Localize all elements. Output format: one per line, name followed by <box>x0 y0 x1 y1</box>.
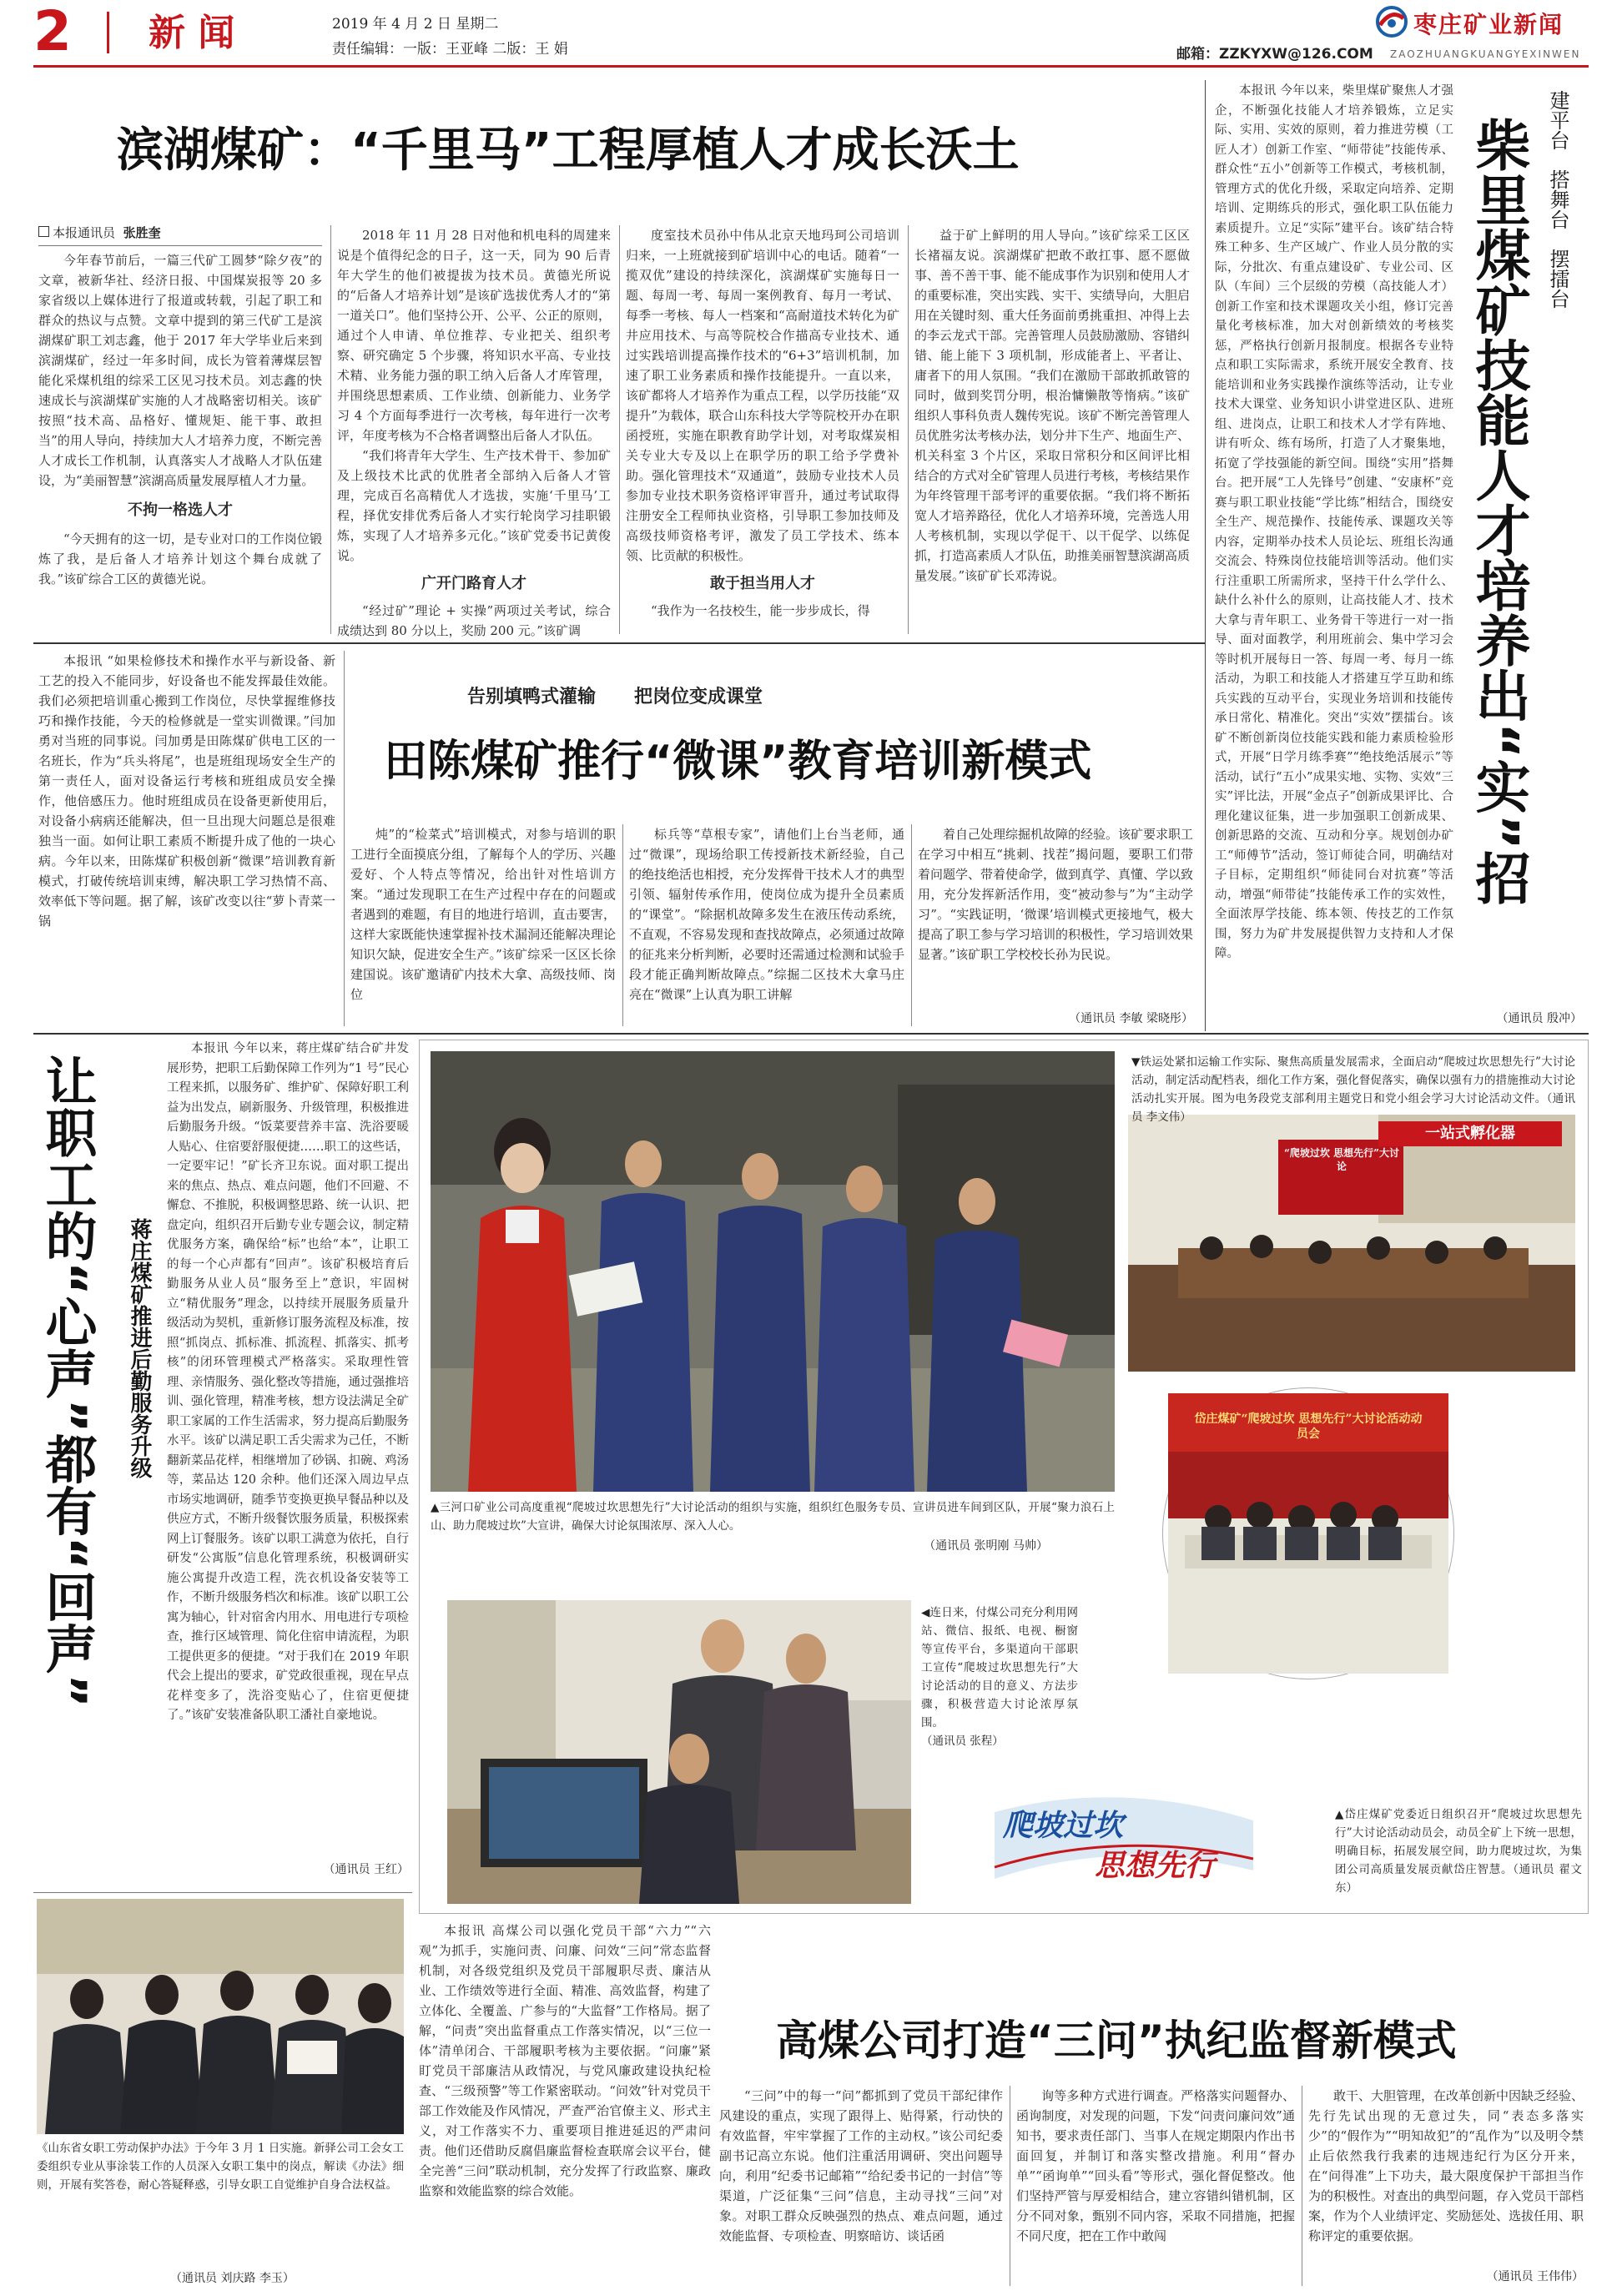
photo-office-illustration <box>447 1600 911 1904</box>
article3-col3-text: 标兵等“草根专家”，请他们上台当老师，通过“微课”，现场给职工传授新技术新经验，自己的绝技绝活也相授，充分发挥骨干技术人才的典型引领、辐射传承作用，使岗位成为提升全员素质的“课堂”。“除据机故障多发生在液压传动系统，不直观，不容易发现和查找故障点，必须通过故障的征兆来分析判断，必要时还需通过检测和试验手段才能正确判断故障点。”综掘二区技术大拿马庄亮在“微课”上认真为职工讲解 <box>629 827 905 1002</box>
article3-col1-text: 本报讯 “如果检修技术和操作水平与新设备、新工艺的投入不能同步，好设备也不能发挥最佳效能。我们必须把培训重心搬到工作岗位，尽快掌握维修技巧和操作技能，今天的检修就是一堂实训微课。”闫加勇对当班的同事说。闫加勇是田陈煤矿供电工区的一名班长，作为“兵头将尾”，也是班组现场安全生产的第一责任人，面对设备运行考核和班组成员安全操作，他倍感压力。他时班组成员在设备更新使用后，对设备小病病还能解决，但一旦出现大问题总是很难独当一面。如何让职工素质不断提升成了他的一块心病。今年以来，田陈煤矿积极创新“微课”培训教育新模式，打破传统培训束缚，解决职工学习热情不高、效率低下等问题。据了解，该矿改变以往“萝卜青菜一锅 <box>38 653 335 929</box>
caption-daizhuang <box>1335 1805 1582 1897</box>
caption-fumei-text: ◀连日来，付煤公司充分利用网站、微信、报纸、电视、橱窗等宣传平台，多渠道向干部职工宣传“爬坡过坎思想先行”大讨论活动的目的意义、方法步骤，积极营造大讨论浓厚氛围。 <box>921 1606 1078 1730</box>
article3-column-4 <box>918 824 1193 1008</box>
photo-meeting-sign: 一站式孵化器 <box>1378 1121 1562 1146</box>
women-photo-top-rule <box>33 1892 412 1893</box>
article1-byline-rule <box>38 245 322 246</box>
article2-text: 本报讯 今年以来，柴里煤矿聚焦人才强企，不断强化技能人才培养锻炼，立足实际、实用、实效的原则，着力推进劳模（工匠人才）创新工作室、“师带徒”技能传承、群众性“五小”创新等工作模式，考核机制，管理方式的优化升级，采取定向培养、定期培训、定期练兵的形式，强化职工队伍能力素质提升。立足“实际”建平台。该矿结合特殊工种多、生产区域广、作业人员分散的实际，分批次、有重点建设矿、专业公司、区队（车间）三个层级的劳模（高技能人才）创新工作室和技术课题攻关小组，修订完善量化考核标准，加大对创新绩效的考核奖惩，严格执行创新月报制度。根据各专业特点和职工实际需求，系统开展安全教育、技能培训和业务实践操作演练等活动，让专业技术大课堂、业务知识小讲堂进区队、进班组、进岗点，让职工和技术人才学有阵地、讲有听众、练有场所，打造了人才聚集地，拓宽了学技强能的新空间。围绕“实用”搭舞台。把开展“工人先锋号”创建、“安康杯”竞赛与职工职业技能“学比练”相结合，围绕安全生产、规范操作、技能传承、课题攻关等内容，定期举办技术人员论坛、班组长沟通交流会、特殊岗位技能培训等活动。他们实行注重职工所需所求，坚持干什么学什么、缺什么补什么的原则，让高技能人才、技术大拿与青年职工、业务骨干等进行一对一指导、面对面教学，利用班前会、集中学习会等时机开展每日一答、每周一考、每月一练活动，为职工和技能人才搭建互学互助和练兵实践的互动平台，实现业务培训和技能传承日常化、精准化。突出“实效”摆擂台。该矿不断创新岗位技能实践和能力素质检验形式，开展“日学月练季赛”“绝技绝活展示”等活动，试行“五小”成果实地、实物、实效“三实”评比法，开展“金点子”创新成果评比、合理化建议征集，进一步加强职工创新成果、创新思路的交流、互动和分享。规划创办矿工“师傅节”活动，签订师徒合同，明确结对子目标，定期组织“师徒同台对抗赛”等活动，增强“师带徒”技能传承工作的实效性，全面浓厚学技能、练本领、传技艺的工作氛围，努力为矿井发展提供智力支持和人才保障。 <box>1215 84 1453 960</box>
slogan-line-2: 思想先行 <box>1095 1848 1216 1883</box>
section-divider <box>107 12 109 53</box>
caption-sanhekou-text: ▲三河口矿业公司高度重视“爬坡过坎思想先行”大讨论活动的组织与实施，组织红色服务专员、宣讲员进车间到区队，开展“聚力浪石上山、助力爬坡过坎”大宣讲，确保大讨论氛围浓厚、深入人心。 <box>431 1501 1115 1533</box>
article2-vertical-subtitles <box>1544 90 1572 309</box>
article2-author: （通讯员 殷冲） <box>1496 1012 1582 1025</box>
article5-author: （通讯员 王伟伟） <box>1486 2270 1584 2283</box>
article4-text-body: 本报讯 今年以来，蒋庄煤矿结合矿井发展形势，把职工后勤保障工作列为“1 号”民心工程来抓，以服务矿、维护矿、保障好职工利益为出发点，刷新服务、升级管理，积极推进后勤服务升级。“饭菜要营养丰富、洗浴要暖人贴心、住宿要舒服便捷……职工的这些话，一定要牢记！”矿长齐卫东说。面对职工提出来的焦点、热点、难点问题，他们不回避、不懈怠、不推脱，积极调整思路、统一认识、把盘定向，组织召开后勤专业专题会议，制定精优服务方案，确保给“标”也给“本”，让职工的每一个心声都有“回声”。该矿积极培育后勤服务从业人员“服务至上”意识，牢固树立“精优服务”理念，以持续开展服务质量升级活动为契机，重新修订服务流程及标准，按照“抓岗点、抓标准、抓流程、抓落实、抓考核”的闭环管理模式严格落实。采取理性管理、亲情服务、强化整改等措施，通过强推培训、强化管理，精准考核，想方设法满足全矿职工家属的工作生活需求，努力提高后勤服务水平。该矿以满足职工舌尖需求为己任，不断翻新菜品花样，相继增加了砂锅、扣碗、鸡汤等，菜品达 120 余种。他们还深入周边早点市场实地调研，随季节变换更换早餐品种以及供应方式，不断升级餐饮服务质量，积极探索网上订餐服务。该矿以职工满意为依托，自行研发“公寓版”信息化管理系统，积极调研实施公寓提升改造工程，洗衣机设备安装等工作，不断升级服务档次和标准。该矿以职工公寓为轴心，针对宿舍内用水、用电进行专项检查，推行区域管理、简化住宿申请流程，为职工提供更多的便捷。“对于我们在 2019 年职代会上提出的要求，矿党政很重视，现在早点花样变多了，洗浴变贴心了，住宿更便捷了。”该矿安装准备队职工潘社自豪地说。 <box>167 1042 409 1722</box>
page-number: 2 <box>33 0 72 63</box>
photo-conference-banner: 岱庄煤矿“爬坡过坎 思想先行”大讨论活动动员会 <box>1194 1412 1423 1441</box>
caption-sanhekou-author: （通讯员 张明刚 马帅） <box>924 1539 1048 1553</box>
article2-left-border <box>1205 80 1206 1031</box>
photo-women-illustration <box>37 1899 404 2134</box>
article1-col1-text: 今年春节前后，一篇三代矿工圆梦“除夕夜”的文章，被新华社、经济日报、中国煤炭报等 20 多家省级以上媒体进行了报道或转载，引起了职工和群众的热议与点赞。文章中提到的第三代矿工是滨湖煤矿职工刘志鑫，他于 2017 年大学毕业后来到滨湖煤矿，经过一年多时间，成长为管着薄煤层智能化采煤机组的综采工区见习技术员。刘志鑫的快速成长与滨湖煤矿实施的人才战略密切相关。该矿按照“技术高、品格好、懂规矩、能干事、敢担当”的用人导向，持续加大人才培养力度，不断完善人才成长工作机制，认真落实人才战略人才队伍建设，为“美丽智慧”滨湖高质量发展厚植人才力量。 <box>38 253 322 488</box>
photo-meeting-poster: “爬坡过坎 思想先行”大讨论 <box>1284 1147 1399 1172</box>
article1-col1b-text: “今天拥有的这一切，是专业对口的工作岗位锻炼了我，是后备人才培养计划这个舞台成就了我。”该矿综合工区的黄德光说。 <box>38 531 322 587</box>
article5-col3-text: 询等多种方式进行调查。严格落实问题督办、函询制度，对发现的问题，下发“问责问廉问效”通知书，要求责任部门、当事人在规定期限内作出书面回复，并制订和落实整改措施。利用“督办单”“函询单”“回头看”等形式，强化督促整改。他们坚持严管与厚爱相结合，建立容错纠错机制，区分不同对象，甄别不同内容，采取不同措施，把握不同尺度，把在工作中敢闯 <box>1016 2088 1295 2243</box>
caption-women-author: （通讯员 刘庆路 李玉） <box>170 2272 295 2285</box>
article2-sub2: 搭舞台 <box>1546 169 1569 229</box>
article3-col4-text: 着自己处理综掘机故障的经验。该矿要求职工在学习中相互“挑刺、找茬”揭问题，要职工们带着问题学、带着使命学，做到真学、真懂、学以致用，充分发挥新活作用，变“被动参与”为“主动学习”。“实践证明，‘微课’培训模式更接地气，极大提高了职工参与学习培训的积极性，学习培训效果显著。”该矿职工学校校长孙为民说。 <box>918 827 1194 962</box>
article1-col2b-text: “我们将青年大学生、生产技术骨干、参加矿及上级技术比武的优胜者全部纳入后备人才管理，完成百名高精优人才选拔，实施‘千里马’工程，择优安排优秀后备人才实行轮岗学习挂职锻炼，实现了人才培养多元化。”该矿党委书记黄俊说。 <box>337 448 611 563</box>
caption-women-text: 《山东省女职工劳动保护办法》于今年 3 月 1 日实施。新驿公司工会女工委组织专业从事涂装工作的人员深入女职工集中的岗点，解读《办法》细则，开展有奖答卷，耐心答疑释惑，引导女职工自觉维护自身合法权益。 <box>37 2142 404 2192</box>
article1-col2c-text: “经过矿”理论 + 实操”两项过关考试，综合成绩达到 80 分以上，奖励 200 元。”该矿调 <box>337 603 611 638</box>
article3-column-1 <box>38 651 335 1026</box>
article3-column-2 <box>350 824 616 1026</box>
article1-byline <box>38 224 161 241</box>
contact-email: 邮箱：ZZKYXW@126.COM <box>1176 46 1373 63</box>
article3-divider-1 <box>344 651 345 1026</box>
article1-col3-text: 度室技术员孙中伟从北京天地玛珂公司培训归来，一上班就接到矿培训中心的电话。随着“一揽双优”建设的持续深化，滨湖煤矿实施每日一题、每周一考、每周一案例教育、每月一考试、每季一考核、每人一档案和“高耐道技术转化为矿井应用技术、与高等院校合作描高专业技术、通过实践培训提高操作技术的“6+3”培训机制，加速了职工业务素质和操作技能提升。一直以来，该矿都将人才培养作为重点工程，以学历技能“双提升”为载体，联合山东科技大学等院校开办在职函授班，实施在职教育助学计划，对考取煤炭相关专业大专及以上在职学历的职工给予学费补助。强化管理技术“双通道”，鼓励专业技术人员参加专业技术职务资格评审晋升，通过考试取得注册安全工程师执业资格，引导职工参加技师及高级技师资格考评，激发了员工学技术、练本领、比贡献的积极性。 <box>626 228 899 563</box>
article3-kicker-2: 把岗位变成课堂 <box>633 686 763 707</box>
paper-pinyin: ZAOZHUANGKUANGYEXINWEN <box>1390 48 1581 60</box>
caption-tieyun-text: ▼铁运处紧扣运输工作实际、聚焦高质量发展需求，全面启动“爬坡过坎思想先行”大讨论活动，制定活动配档表，细化工作方案，强化督促落实，确保以强有力的措施推动大讨论活动扎实开展。图为电务段党支部利用主题党日和党小组会学习大讨论活动文件。 <box>1131 1055 1575 1105</box>
caption-fumei <box>921 1604 1078 1750</box>
article1-byline-label: 本报通讯员 <box>53 225 116 240</box>
article3-divider-3 <box>911 824 912 1026</box>
article3-divider-2 <box>622 824 623 1026</box>
article4-vertical-subtitle: 蒋庄煤矿推进后勤服务升级 <box>127 1218 152 1478</box>
article5-headline: 高煤公司打造“三问”执纪监督新模式 <box>776 2017 1457 2065</box>
caption-fumei-author: （通讯员 张程） <box>921 1735 1004 1748</box>
article3-col2-text: 炖”的“检菜式”培训模式，对参与培训的职工进行全面摸底分组，了解每个人的学历、兴趣爱好、个人特点等情况，给出针对性培训方案。“通过发现职工在生产过程中存在的问题或者遇到的难题，有目的地进行培训，直击要害，这样大家既能快速掌握补技术漏洞还能解决理论知识欠缺，促进安全生产。”该矿综采一区区长徐建国说。该矿邀请矿内技术大拿、高级技师、岗位 <box>350 827 616 1002</box>
article1-byline-name: 张胜奎 <box>123 225 161 240</box>
article1-subhead-1: 不拘一格选人才 <box>128 501 233 519</box>
photo-daizhuang-conference <box>1163 1388 1453 1679</box>
article1-divider-1 <box>330 225 331 634</box>
photo-workers-lecture-illustration <box>431 1051 1115 1492</box>
article2-sub1: 建平台 <box>1546 90 1569 150</box>
paper-logo-icon <box>1375 5 1408 38</box>
article3-kicker <box>467 682 763 708</box>
article1-divider-3 <box>908 225 909 634</box>
caption-sanhekou <box>431 1498 1115 1535</box>
article3-kicker-1: 告别填鸭式灌输 <box>467 686 597 707</box>
photo-meeting-room <box>1128 1115 1575 1372</box>
paper-name: 枣庄矿业新闻 <box>1413 11 1564 38</box>
photo-workers-lecture <box>431 1051 1115 1492</box>
article1-subhead-2: 广开门路育人才 <box>421 575 526 592</box>
article1-column-2 <box>337 225 611 638</box>
article1-column-3 <box>626 225 899 634</box>
article4-text <box>167 1040 409 1878</box>
article1-divider-2 <box>619 225 620 634</box>
slogan-box <box>986 1787 1262 1891</box>
article1-column-4 <box>914 225 1190 634</box>
article1-headline: 滨湖煤矿：“千里马”工程厚植人才成长沃土 <box>117 123 1020 178</box>
issue-date: 2019 年 4 月 2 日 星期二 <box>332 16 499 33</box>
article3-column-3 <box>629 824 904 1026</box>
article1-subhead-3: 敢于担当用人才 <box>710 575 815 592</box>
photo-women-workers <box>37 1899 404 2134</box>
article5-col2-text: “三问”中的每一“问”都抓到了党员干部纪律作风建设的重点，实现了跟得上、贴得紧，行动快的有效监督，牢牢掌握了工作的主动权。”该公司纪委副书记高立东说。他们注重活用调研、突出问题导向，利用“纪委书记邮箱”“给纪委书记的一封信”等渠道，广泛征集“三问”信息，主动寻找“三问”对象。对职工群众反映强烈的热点、难点问题，通过效能监督、专项检查、明察暗访、谈话函 <box>719 2088 1003 2243</box>
section-title: 新 闻 <box>149 12 235 54</box>
article5-col1-text: 本报讯 高煤公司以强化党员干部“六力”“六观”为抓手，实施问责、问廉、问效“三问”常态监督机制，对各级党组织及党员干部履职尽责、廉洁从业、工作绩效等进行全面、精准、高效监督，构建了立体化、全覆盖、广参与的“大监督”工作格局。据了解，“问责”突出监督重点工作落实情况，以“三位一体”清单闭合、干部履职考核为主要依据。“问廉”紧盯党员干部廉洁从政情况，与党风廉政建设执纪检查、“三级预警”等工作紧密联动。“问效”针对党员干部工作效能及作风情况，严查严治官僚主义、形式主义，对工作落实不力、重要项目推进延迟的严肃问责。他们还借助反腐倡廉监督检查联席会议平台，健全完善“三问”联动机制，充分发挥了行政监察、廉政监察和效能监察的综合效能。 <box>419 1923 711 2198</box>
article1-column-1 <box>38 250 322 634</box>
article1-col4-text: 益于矿上鲜明的用人导向。”该矿综采工区区长褚福友说。滨湖煤矿把敢不敢扛事、愿不愿做事、善不善干事、能不能成事作为识别和使用人才的重要标准，突出实践、实干、实绩导向，大胆启用在关键时刻、重大任务面前勇挑重担、冲得上去的李云龙式干部。完善管理人员鼓励激励、容错纠错、能上能下 3 项机制，形成能者上、平者让、庸者下的用人氛围。“我们在激励干部敢抓敢管的同时，做到奖罚分明，根治慵懒散等惰病。”该矿组织人事科负责人魏传宪说。该矿不断完善管理人员优胜劣汰考核办法，划分井下生产、地面生产、机关科室 3 个片区，采取日常积分和区间评比相结合的方式对全矿管理人员进行考核，考核结果作为年终管理干部考评的重要依据。“我们将不断拓宽人才培养路径，优化人才培养环境，完善选人用人考核机制，实现以学促干、以干促学、以练促抓，打造高素质人才队伍，助推美丽智慧滨湖高质量发展。”该矿矿长邓涛说。 <box>914 228 1191 583</box>
article3-top-rule <box>33 642 1205 644</box>
article5-column-3 <box>1016 2086 1295 2286</box>
article5-column-2 <box>719 2086 1003 2286</box>
article1-col2-text: 2018 年 11 月 28 日对他和机电科的周建来说是个值得纪念的日子，这一天，同为 90 后青年大学生的他们被提拔为技术员。黄德光所说的“后备人才培养计划”是该矿选拔优秀人才的“第一道关口”。他们坚持公开、公平、公正的原则，通过个人申请、单位推荐、专业把关、组织考察、研究确定 5 个步骤，将知识水平高、专业技术精、业务能力强的职工纳入后备人才库管理，并围绕思想素质、工作业绩、创新能力、业务学习 4 个方面每季进行一次考核，每年进行一次考评，年度考核为不合格者调整出后备人才队伍。 <box>337 228 611 443</box>
reporter-box-icon <box>38 226 49 237</box>
article5-column-1 <box>419 1921 711 2271</box>
caption-daizhuang-text: ▲岱庄煤矿党委近日组织召开“爬坡过坎思想先行”大讨论活动动员会，动员全矿上下统一思想，明确目标，拓展发展空间，助力爬坡过坎，为集团公司高质量发展贡献岱庄智慧。 <box>1335 1808 1582 1876</box>
caption-tieyun-author: （通讯员 李文伟） <box>1131 1092 1576 1124</box>
article5-column-4 <box>1308 2086 1584 2264</box>
caption-tieyun <box>1131 1053 1575 1126</box>
masthead-rule <box>33 65 1589 68</box>
article2-text-upper <box>1215 82 1453 960</box>
responsible-editors: 责任编辑：一版：王亚峰 二版：王 娟 <box>332 41 568 58</box>
article2-sub3: 摆擂台 <box>1546 248 1569 309</box>
article3-author: （通讯员 李敏 梁晓彤） <box>1069 1012 1193 1025</box>
article3-headline: 田陈煤矿推行“微课”教育培训新模式 <box>384 737 1092 787</box>
article4-author: （通讯员 王红） <box>323 1863 409 1876</box>
article2-vertical-headline: 柴里煤矿技能人才培养出“实”招 <box>1466 117 1530 905</box>
slogan-line-1: 爬坡过坎 <box>1003 1808 1124 1843</box>
article4-top-rule <box>33 1033 1589 1035</box>
photo-office-computer <box>447 1600 911 1904</box>
article4-vertical-headline: 让职工的“心声”都有“回声” <box>37 1055 98 1708</box>
article5-col4-text: 敢干、大胆管理，在改革创新中因缺乏经验、先行先试出现的无意过失，同“表态多落实少”的“假作为”“明知故犯”的“乱作为”以及明令禁止后依然我行我素的违规违纪行为区分开来，在“问得准”上下功夫，最大限度保护干部担当作为的积极性。对查出的典型问题，存入党员干部档案，作为个人业绩评定、奖励惩处、选拔任用、职称评定的重要依据。 <box>1308 2088 1584 2243</box>
caption-daizhuang-author: （通讯员 翟文东） <box>1335 1863 1583 1895</box>
article1-col3b-text: “我作为一名技校生，能一步步成长，得 <box>651 603 870 618</box>
caption-women <box>37 2139 404 2194</box>
